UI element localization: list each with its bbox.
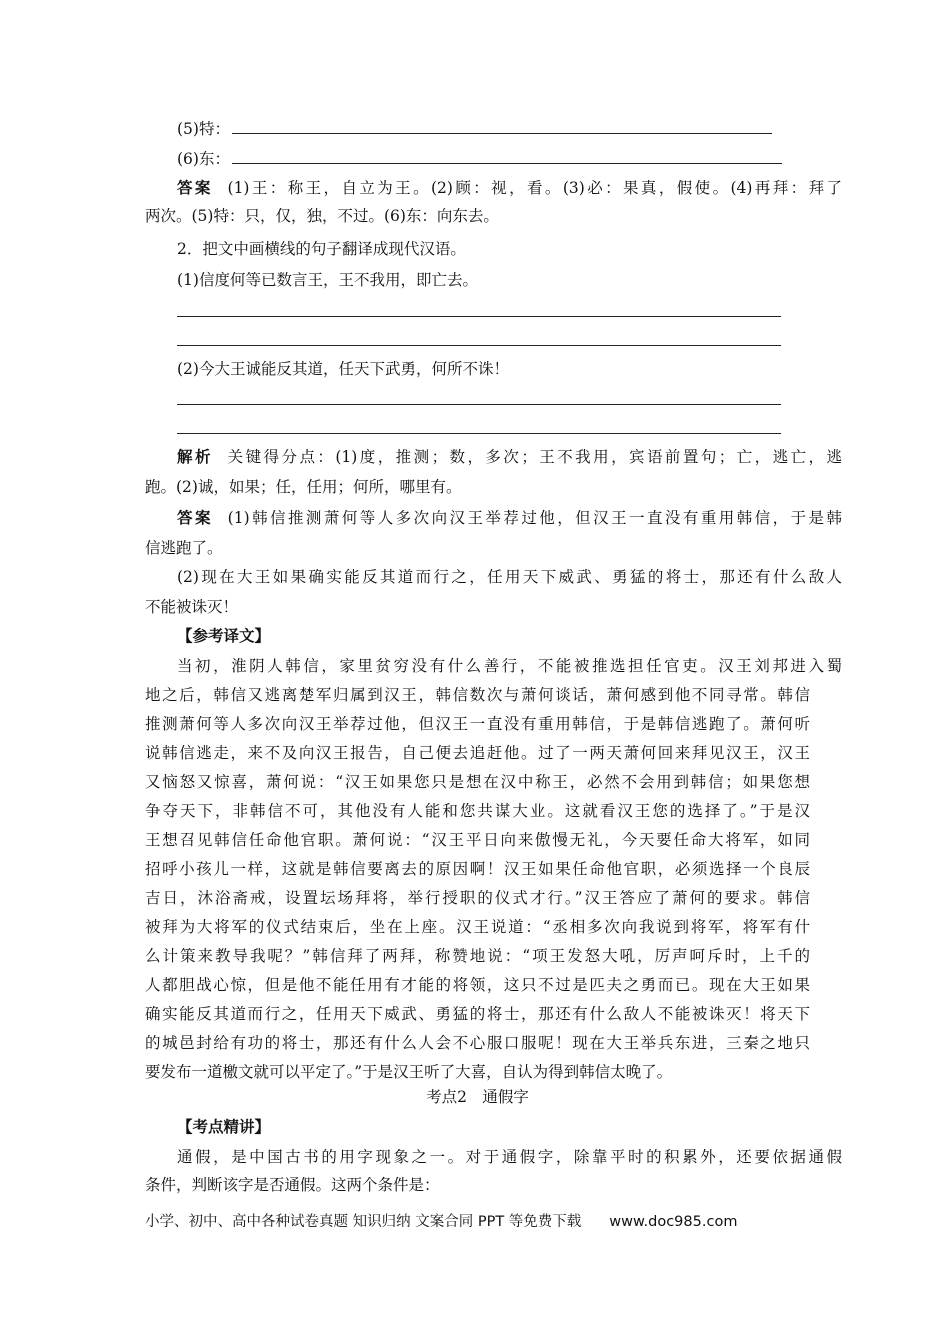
reference-line: 吉日，沐浴斋戒，设置坛场拜将，举行授职的仪式才行。”汉王答应了萧何的要求。韩信 — [145, 889, 810, 907]
answer-blank-line — [232, 118, 772, 134]
reference-line: 说韩信逃走，来不及向汉王报告，自己便去追赶他。过了一两天萧何回来拜见汉王，汉王 — [145, 744, 810, 762]
reference-line: 王想召见韩信任命他官职。萧何说：“汉王平日向来傲慢无礼，今天要任命大将军，如同 — [145, 831, 810, 849]
answer-text: (1)王：称王，自立为王。(2)顾：视，看。(3)必：果真，假使。(4)再拜：拜了 — [227, 179, 842, 197]
reference-line: 争夺天下，非韩信不可，其他没有人能和您共谋大业。这就看汉王您的选择了。”于是汉 — [145, 802, 810, 820]
reference-line: 确实能反其道而行之，任用天下威武、勇猛的将士，那还有什么敌人不能被诛灭！将天下 — [145, 1005, 810, 1023]
reference-line: 么计策来教导我呢？”韩信拜了两拜，称赞地说：“项王发怒大吼，厉声呵斥时，上千的 — [145, 947, 810, 965]
reference-line: 的城邑封给有功的将士，那还有什么人会不心服口服呢！现在大王举兵东进，三秦之地只 — [145, 1034, 810, 1052]
reference-line: 被拜为大将军的仪式结束后，坐在上座。汉王说道：“丞相多次向我说到将军，将军有什 — [145, 918, 810, 936]
section-subheading: 【考点精讲】 — [177, 1117, 271, 1136]
answer2-line4: 不能被诛灭！ — [145, 598, 239, 616]
reference-heading: 【参考译文】 — [177, 626, 271, 645]
fill-item-6 — [145, 148, 842, 169]
footer-site: www.doc985.com — [609, 1214, 738, 1230]
reference-line: 当初，淮阴人韩信，家里贫穷没有什么善行，不能被推选担任官吏。汉王刘邦进入蜀 — [177, 657, 842, 675]
answer1-line2: 两次。(5)特：只，仅，独，不过。(6)东：向东去。 — [145, 207, 499, 225]
answer-rule — [177, 433, 781, 434]
fill-item-label: (5)特： — [177, 120, 230, 138]
answer-label: 答案 — [177, 178, 213, 197]
reference-line: 推测萧何等人多次向汉王举荐过他，但汉王一直没有重用韩信，于是韩信逃跑了。萧何听 — [145, 715, 810, 733]
answer2-line1 — [145, 508, 842, 528]
answer-text: (1)韩信推测萧何等人多次向汉王举荐过他，但汉王一直没有重用韩信，于是韩 — [227, 509, 842, 527]
answer-blank-line — [232, 148, 782, 164]
analysis-line1 — [145, 447, 842, 467]
reference-line: 地之后，韩信又逃离楚军归属到汉王，韩信数次与萧何谈话，萧何感到他不同寻常。韩信 — [145, 686, 810, 704]
answer2-line2: 信逃跑了。 — [145, 539, 223, 557]
reference-line: 又恼怒又惊喜，萧何说：“汉王如果您只是想在汉中称王，必然不会用到韩信；如果您想 — [145, 773, 810, 791]
analysis-label: 解析 — [177, 447, 213, 466]
analysis-text: 关键得分点：(1)度，推测；数，多次；王不我用，宾语前置句；亡，逃亡，逃 — [227, 448, 842, 466]
question2-prompt: 2．把文中画横线的句子翻译成现代汉语。 — [177, 240, 466, 258]
section-paragraph-line2: 条件，判断该字是否通假。这两个条件是： — [145, 1176, 440, 1194]
question2-sentence2: (2)今大王诚能反其道，任天下武勇，何所不诛！ — [177, 360, 509, 378]
footer-text: 小学、初中、高中各种试卷真题 知识归纳 文案合同 PPT 等免费下载 — [145, 1214, 582, 1230]
page-footer — [145, 1212, 810, 1232]
fill-item-label: (6)东： — [177, 150, 230, 168]
section-paragraph-line1: 通假，是中国古书的用字现象之一。对于通假字，除靠平时的积累外，还要依据通假 — [177, 1148, 842, 1166]
question2-sentence1: (1)信度何等已数言王，王不我用，即亡去。 — [177, 271, 478, 289]
answer2-line3: (2)现在大王如果确实能反其道而行之，任用天下威武、勇猛的将士，那还有什么敌人 — [177, 568, 842, 586]
answer-rule — [177, 316, 781, 317]
answer-label: 答案 — [177, 508, 213, 527]
reference-line: 人都胆战心惊，但是他不能任用有才能的将领，这只不过是匹夫之勇而已。现在大王如果 — [145, 976, 810, 994]
answer1-line1 — [145, 178, 842, 198]
analysis-line2: 跑。(2)诚，如果；任，任用；何所，哪里有。 — [145, 478, 462, 496]
reference-line: 招呼小孩儿一样，这就是韩信要离去的原因啊！汉王如果任命他官职，必须选择一个良辰 — [145, 860, 810, 878]
answer-rule — [177, 404, 781, 405]
fill-item-5 — [145, 118, 842, 139]
answer-rule — [177, 345, 781, 346]
reference-line: 要发布一道檄文就可以平定了。”于是汉王听了大喜，自认为得到韩信太晚了。 — [145, 1063, 673, 1081]
section-title: 考点2 通假字 — [426, 1088, 529, 1106]
